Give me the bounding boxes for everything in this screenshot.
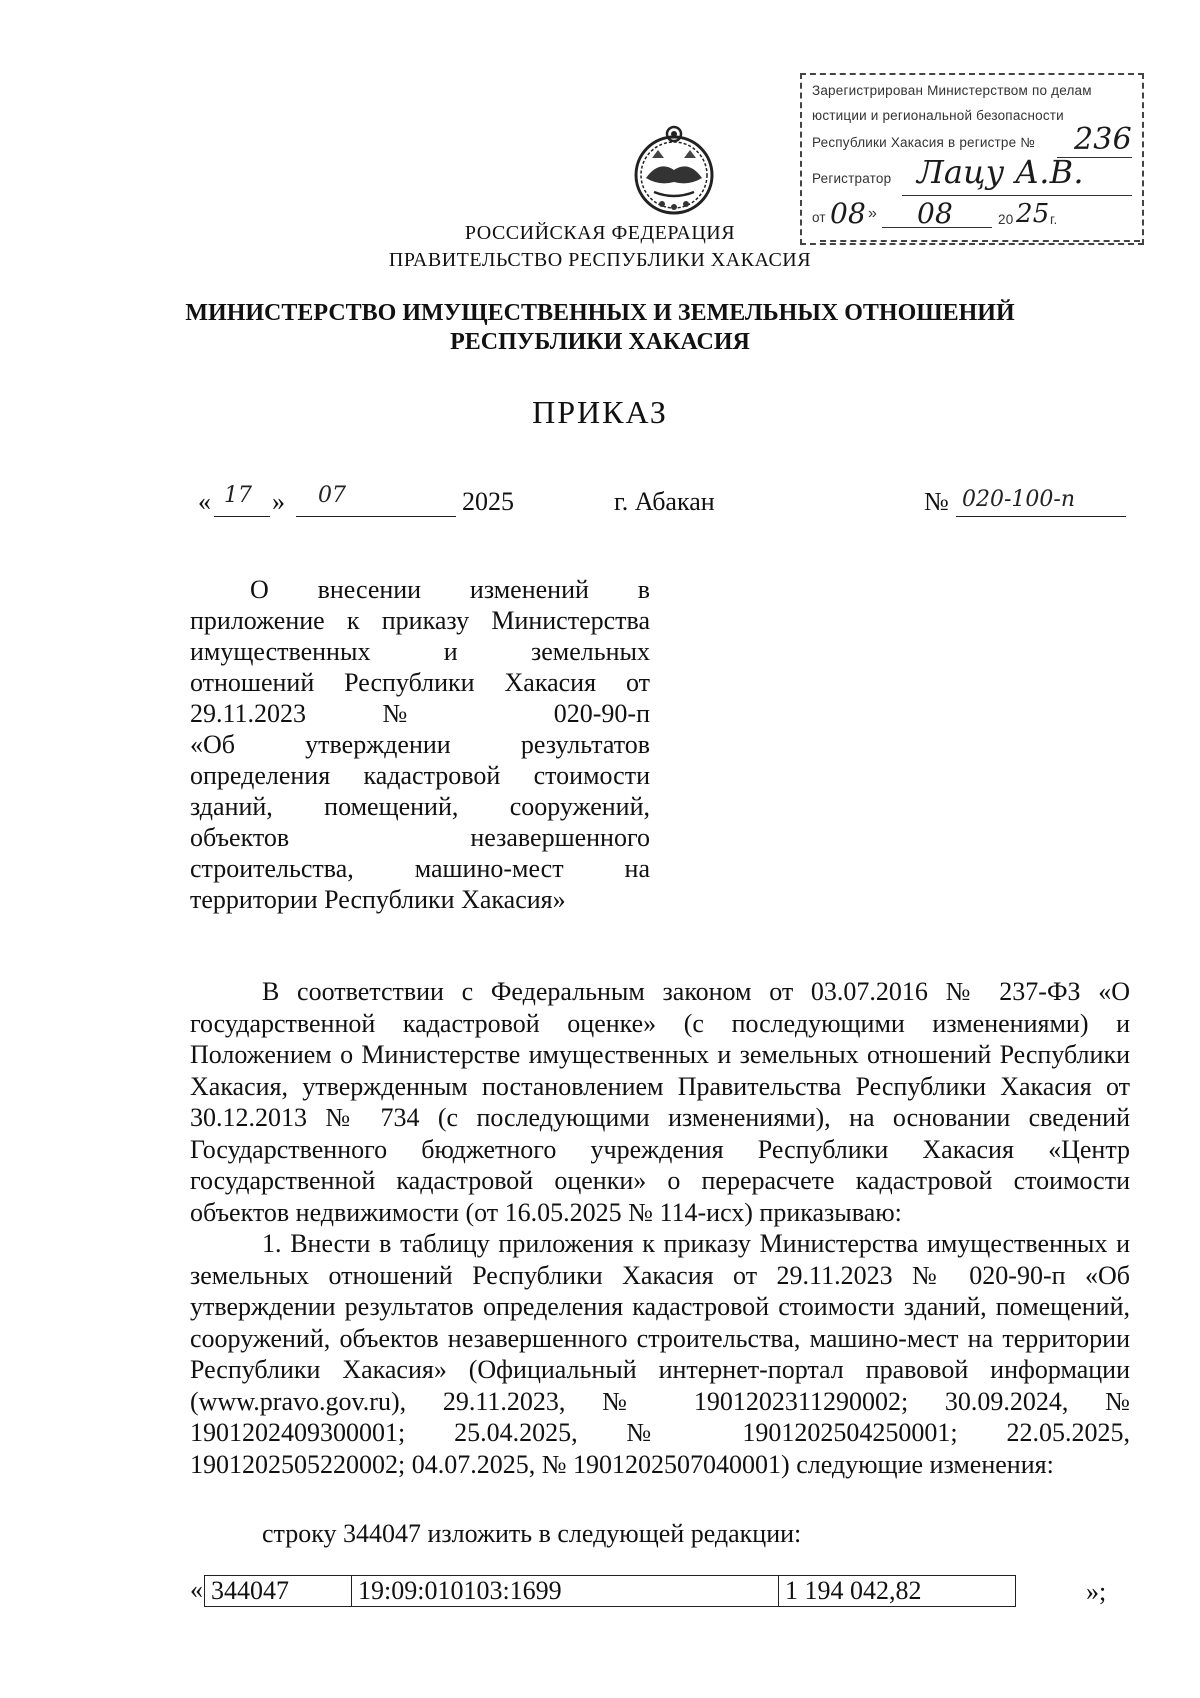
- order-city: г. Абакан: [614, 487, 715, 516]
- country-heading: РОССИЙСКАЯ ФЕДЕРАЦИЯ: [464, 222, 736, 244]
- table-cell-row-number: 344047: [204, 1575, 352, 1607]
- coat-of-arms-emblem: [624, 120, 724, 220]
- subject-line: 29.11.2023 № 020-90-п: [190, 699, 650, 728]
- body-paragraph-3: строку 344047 изложить в следующей редакции:: [262, 1519, 802, 1548]
- table-cell-cadastral-number: 19:09:010103:1699: [352, 1575, 779, 1607]
- subject-line: О внесении изменений в: [250, 575, 650, 604]
- stamp-reg-number: 236: [1074, 122, 1132, 157]
- government-heading: ПРАВИТЕЛЬСТВО РЕСПУБЛИКИ ХАКАСИЯ: [388, 249, 812, 271]
- subject-line: отношений Республики Хакасия от: [190, 668, 650, 697]
- subject-line: зданий, помещений, сооружений,: [190, 792, 650, 821]
- date-close-quote: »: [272, 487, 285, 516]
- subject-line: приложение к приказу Министерства: [190, 606, 650, 635]
- table-cell-value: 1 194 042,82: [779, 1575, 1016, 1607]
- stamp-year-prefix: 20: [998, 212, 1014, 227]
- body-paragraph-2: 1. Внести в таблицу приложения к приказу Министерства имущественных и земельных отношений Республики Хакасия от 29.11.2023 № 020-90-п «Об утверждении результатов определения кадастровой стоимости зданий, помещений, сооружений, объектов незавершенного строительства, машино-мест на территории Республики Хакасия» (Официальный интернет-портал правовой информации (www.pravo.gov.ru), 29.11.2023, № 1901202311290002; 30.09.2024, № 1901202409300001; 25.04.2025, № 1901202504250001; 22.05.2025, 1901202505220002; 04.07.2025, № 1901202507040001) следующие изменения:: [190, 1229, 1130, 1479]
- registrar-signature: Лацу А.В.: [917, 153, 1084, 191]
- order-day: 17: [224, 483, 252, 508]
- order-subject: [190, 574, 650, 915]
- stamp-date-suffix: г.: [1050, 212, 1058, 227]
- subject-line: «Об утверждении результатов: [190, 730, 650, 759]
- body-paragraph-1-block: [190, 976, 1130, 1228]
- registration-stamp: [800, 73, 1144, 245]
- stamp-date-prefix: от: [812, 210, 826, 225]
- body-paragraph-2-block: [190, 1228, 1130, 1480]
- body-paragraph-3-block: [190, 1518, 1130, 1550]
- order-year: 2025: [462, 487, 514, 516]
- date-open-quote: «: [198, 487, 211, 516]
- stamp-date-month: 08: [917, 197, 954, 230]
- stamp-registrar-label: Регистратор: [812, 171, 892, 186]
- number-underline: [956, 516, 1126, 517]
- stamp-year-suffix: 25: [1016, 199, 1050, 229]
- subject-line: строительства, машино-мест на: [190, 854, 650, 883]
- date-underline: [214, 516, 270, 517]
- subject-line: имущественных и земельных: [190, 637, 650, 666]
- stamp-line-2: юстиции и региональной безопасности: [812, 108, 1064, 123]
- order-number-sign: №: [924, 487, 949, 516]
- ministry-title-line-1: МИНИСТЕРСТВО ИМУЩЕСТВЕННЫХ И ЗЕМЕЛЬНЫХ ОТНОШЕНИЙ: [185, 300, 1015, 326]
- subject-line: территории Республики Хакасия»: [190, 885, 566, 914]
- ministry-title-line-2: РЕСПУБЛИКИ ХАКАСИЯ: [450, 329, 750, 355]
- stamp-underline: [902, 195, 1132, 196]
- stamp-line-1: Зарегистрирован Министерством по делам: [812, 83, 1092, 98]
- stamp-date-quote: »: [868, 205, 878, 222]
- order-month: 07: [318, 483, 346, 508]
- stamp-line-3: Республики Хакасия в регистре №: [812, 135, 1035, 150]
- date-underline: [296, 516, 456, 517]
- emblem-icon: [624, 120, 724, 220]
- subject-line: объектов незавершенного: [190, 823, 650, 852]
- body-paragraph-1: В соответствии с Федеральным законом от 03.07.2016 № 237-ФЗ «О государственной кадастровой оценке» (с последующими изменениями) и Положением о Министерстве имущественных и земельных отношений Республики Хакасия, утвержденным постановлением Правительства Республики Хакасия от 30.12.2013 № 734 (с последующими изменениями), на основании сведений Государственного бюджетного учреждения Республики Хакасия «Центр государственной кадастровой оценки» о перерасчете кадастровой стоимости объектов недвижимости (от 16.05.2025 № 114-исх) приказываю:: [190, 977, 1130, 1227]
- document-type-title: ПРИКАЗ: [532, 394, 668, 430]
- amendment-table-row: [190, 1575, 1150, 1609]
- table-open-quote: «: [190, 1575, 203, 1604]
- stamp-date-day: 08: [830, 197, 867, 230]
- order-number: 020-100-п: [962, 487, 1076, 512]
- table-close-quote: »;: [1086, 1577, 1107, 1606]
- subject-line: определения кадастровой стоимости: [190, 761, 650, 790]
